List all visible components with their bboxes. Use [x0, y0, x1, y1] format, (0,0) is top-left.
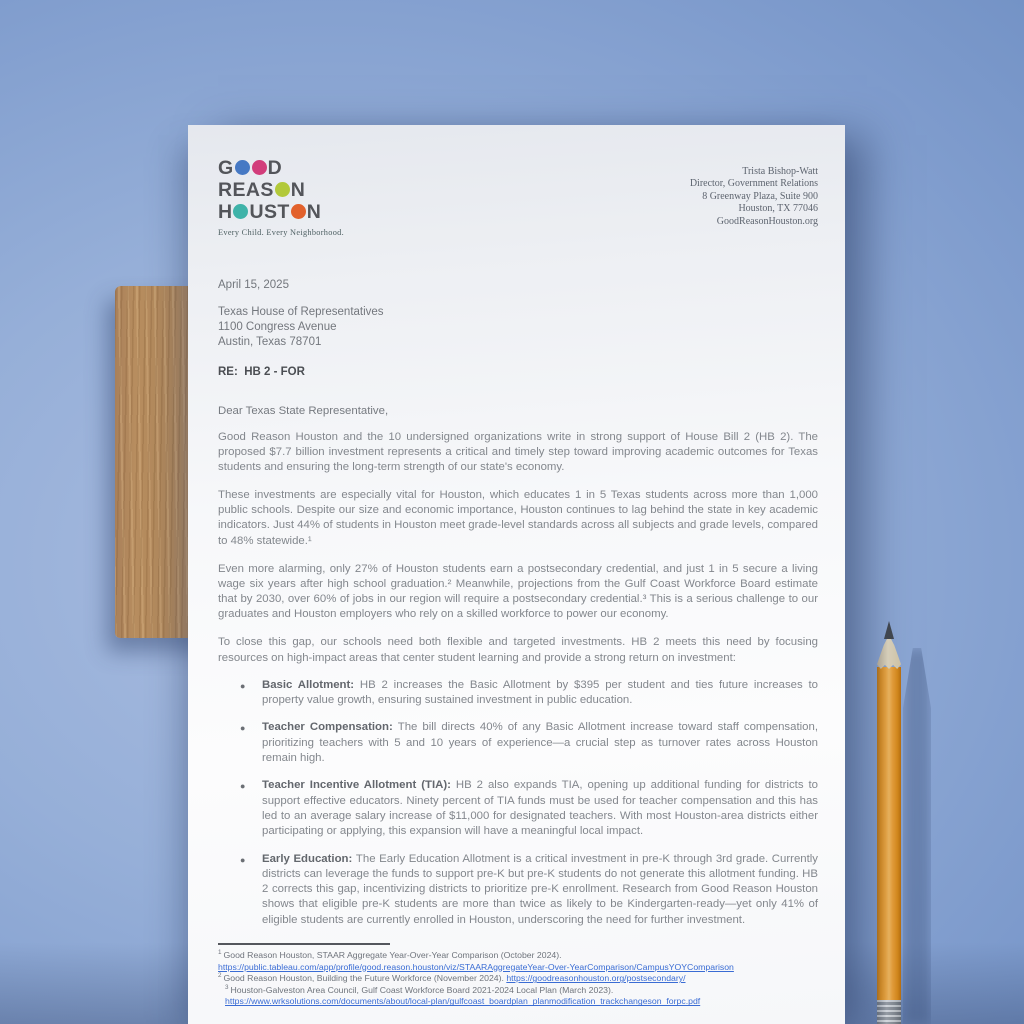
brand-logo — [218, 158, 344, 237]
body-paragraph: To close this gap, our schools need both flexible and targeted investments. HB 2 meets this need by focusing resources on high-impact areas that center student learning and provide a strong return on investment: — [218, 636, 818, 664]
footnote-number: 3 — [225, 983, 229, 991]
footnote-link[interactable]: https://www.wrksolutions.com/documents/about/local-plan/gulfcoast_boardplan_planmodification_trackchangeson_forpc.pdf — [225, 996, 701, 1007]
logo-line — [218, 158, 344, 180]
footnote: $^3$ Houston-Galveston Area Council, Gulf Coast Workforce Board 2021-2024 Local Plan (March 2023). https://www.wrksolutions.com/documents/about/local-plan/gulfcoast_boardplan_planmodification_trackchangeson_forpc.pdf — [225, 983, 701, 1007]
logo-line — [218, 180, 344, 202]
logo-letter: REAS — [218, 179, 274, 201]
logo-letter: D — [267, 157, 283, 179]
contact-line: GoodReasonHouston.org — [716, 215, 818, 227]
letter-document — [188, 125, 845, 1024]
footnote-divider — [218, 943, 390, 945]
letter-body — [218, 430, 818, 666]
contact-block — [690, 166, 818, 228]
bullet-list — [218, 678, 818, 928]
logo-line — [218, 202, 344, 224]
subject-line: RE: HB 2 - FOR — [218, 366, 305, 378]
pencil — [877, 621, 901, 1024]
logo-letter: H — [218, 201, 233, 223]
letter-date: April 15, 2025 — [218, 279, 289, 291]
footnotes — [218, 950, 818, 1008]
pencil-shadow — [903, 648, 931, 1024]
contact-line: Houston, TX 77046 — [738, 203, 818, 215]
pencil-tip — [884, 621, 894, 639]
footnote-number: 1 — [218, 949, 222, 957]
logo-dot-icon — [252, 160, 267, 175]
logo-dot-icon — [291, 204, 306, 219]
logo-tagline: Every Child. Every Neighborhood. — [218, 228, 344, 237]
bullet-marker-icon: ● — [240, 854, 246, 865]
logo-letter: N — [306, 201, 322, 223]
contact-line: 8 Greenway Plaza, Suite 900 — [702, 190, 818, 202]
letterhead — [218, 158, 818, 237]
body-paragraph: Good Reason Houston and the 10 undersigned organizations write in strong support of House Bill 2 (HB 2). The proposed $7.7 billion investment represents a critical and timely step toward improving academic outcomes for Texas students and ensuring the long-term strength of our state's economy. — [218, 430, 818, 474]
salutation: Dear Texas State Representative, — [218, 405, 389, 417]
bullet-lead: Teacher Incentive Allotment (TIA): — [262, 779, 456, 792]
recipient-line: Texas House of Representatives — [218, 306, 384, 318]
logo-letter: G — [218, 157, 234, 179]
bullet-marker-icon: ● — [240, 723, 246, 734]
bullet-item: ● Basic Allotment: HB 2 increases the Basic Allotment by $395 per student and ties future increases to property value growth, ensuring sustained investment in public education. — [240, 678, 818, 707]
pencil-wood-cone — [877, 635, 901, 669]
footnote-number: 2 — [218, 972, 222, 980]
footnote: $^2$ Good Reason Houston, Building the Future Workforce (November 2024). https://goodreasonhouston.org/postsecondary/ — [218, 972, 686, 984]
bullet-item: ● Early Education: The Early Education Allotment is a critical investment in pre-K through 3rd grade. Currently districts can leverage the funds to support pre-K but pre-K students do not generate this allotment funding. HB 2 corrects this gap, incentivizing districts to prioritize pre-K enrollment. Research from Good Reason Houston shows that eligible pre-K students are more than twice as likely to be Kindergarten-ready—yet only 41% of eligible students are currently enrolled in Houston, underscoring the need for further investment. — [240, 852, 818, 926]
logo-letter: N — [290, 179, 306, 201]
bullet-lead: Basic Allotment: — [262, 678, 360, 691]
body-paragraph: These investments are especially vital for Houston, which educates 1 in 5 Texas students across more than 1,000 public schools. Despite our size and economic importance, Houston continues to lag behind the state in key academic indicators. Just 44% of students in Houston meet grade-level standards across all subjects and grade levels, compared to 48% statewide.¹ — [218, 488, 818, 547]
footnote: $^1$ Good Reason Houston, STAAR Aggregate Year-Over-Year Comparison (October 2024). https://public.tableau.com/app/profile/good.reason.houston/viz/STAARAggregateYear-Over-YearComparison/CampusYOYComparison — [218, 949, 734, 972]
logo-wordmark — [218, 158, 344, 224]
bullet-marker-icon: ● — [240, 781, 246, 792]
logo-dot-icon — [233, 204, 248, 219]
logo-letter: UST — [249, 201, 290, 223]
footnote-link[interactable]: https://goodreasonhouston.org/postsecondary/ — [506, 973, 686, 984]
bullet-item: ● Teacher Incentive Allotment (TIA): HB 2 also expands TIA, opening up additional funding for districts to support effective educators. Ninety percent of TIA funds must be used for teacher compensation and this has led to an average salary increase of $11,000 for designated teachers. With most Houston-area districts either participating or applying, this expansion will have a meaningful local impact. — [240, 779, 818, 838]
logo-dot-icon — [235, 160, 250, 175]
contact-line: Director, Government Relations — [689, 178, 818, 190]
bullet-lead: Early Education: — [262, 852, 356, 865]
pencil-body — [877, 667, 901, 1000]
footnote-link[interactable]: https://public.tableau.com/app/profile/good.reason.houston/viz/STAARAggregateYear-Over-YearComparison/CampusYOYComparison — [218, 961, 734, 972]
recipient-address — [218, 305, 818, 350]
bullet-lead: Teacher Compensation: — [262, 721, 398, 734]
logo-dot-icon — [275, 182, 290, 197]
contact-line: Trista Bishop-Watt — [742, 166, 818, 177]
bullet-marker-icon: ● — [240, 680, 246, 691]
recipient-line: Austin, Texas 78701 — [218, 336, 322, 348]
recipient-line: 1100 Congress Avenue — [218, 321, 337, 333]
pencil-ferrule — [877, 1000, 901, 1024]
bullet-item: ● Teacher Compensation: The bill directs 40% of any Basic Allotment increase toward staff compensation, prioritizing teachers with 5 and 10 years of experience—a crucial step as turnover rates across Houston remain high. — [240, 721, 818, 765]
body-paragraph: Even more alarming, only 27% of Houston students earn a postsecondary credential, and just 1 in 5 secure a living wage six years after high school graduation.² Meanwhile, projections from the Gulf Coast Workforce Board estimate that by 2030, over 60% of jobs in our region will require a postsecondary credential.³ This is a serious challenge to our graduates and Houston employers who rely on a skilled workforce to power our economy. — [218, 562, 818, 621]
